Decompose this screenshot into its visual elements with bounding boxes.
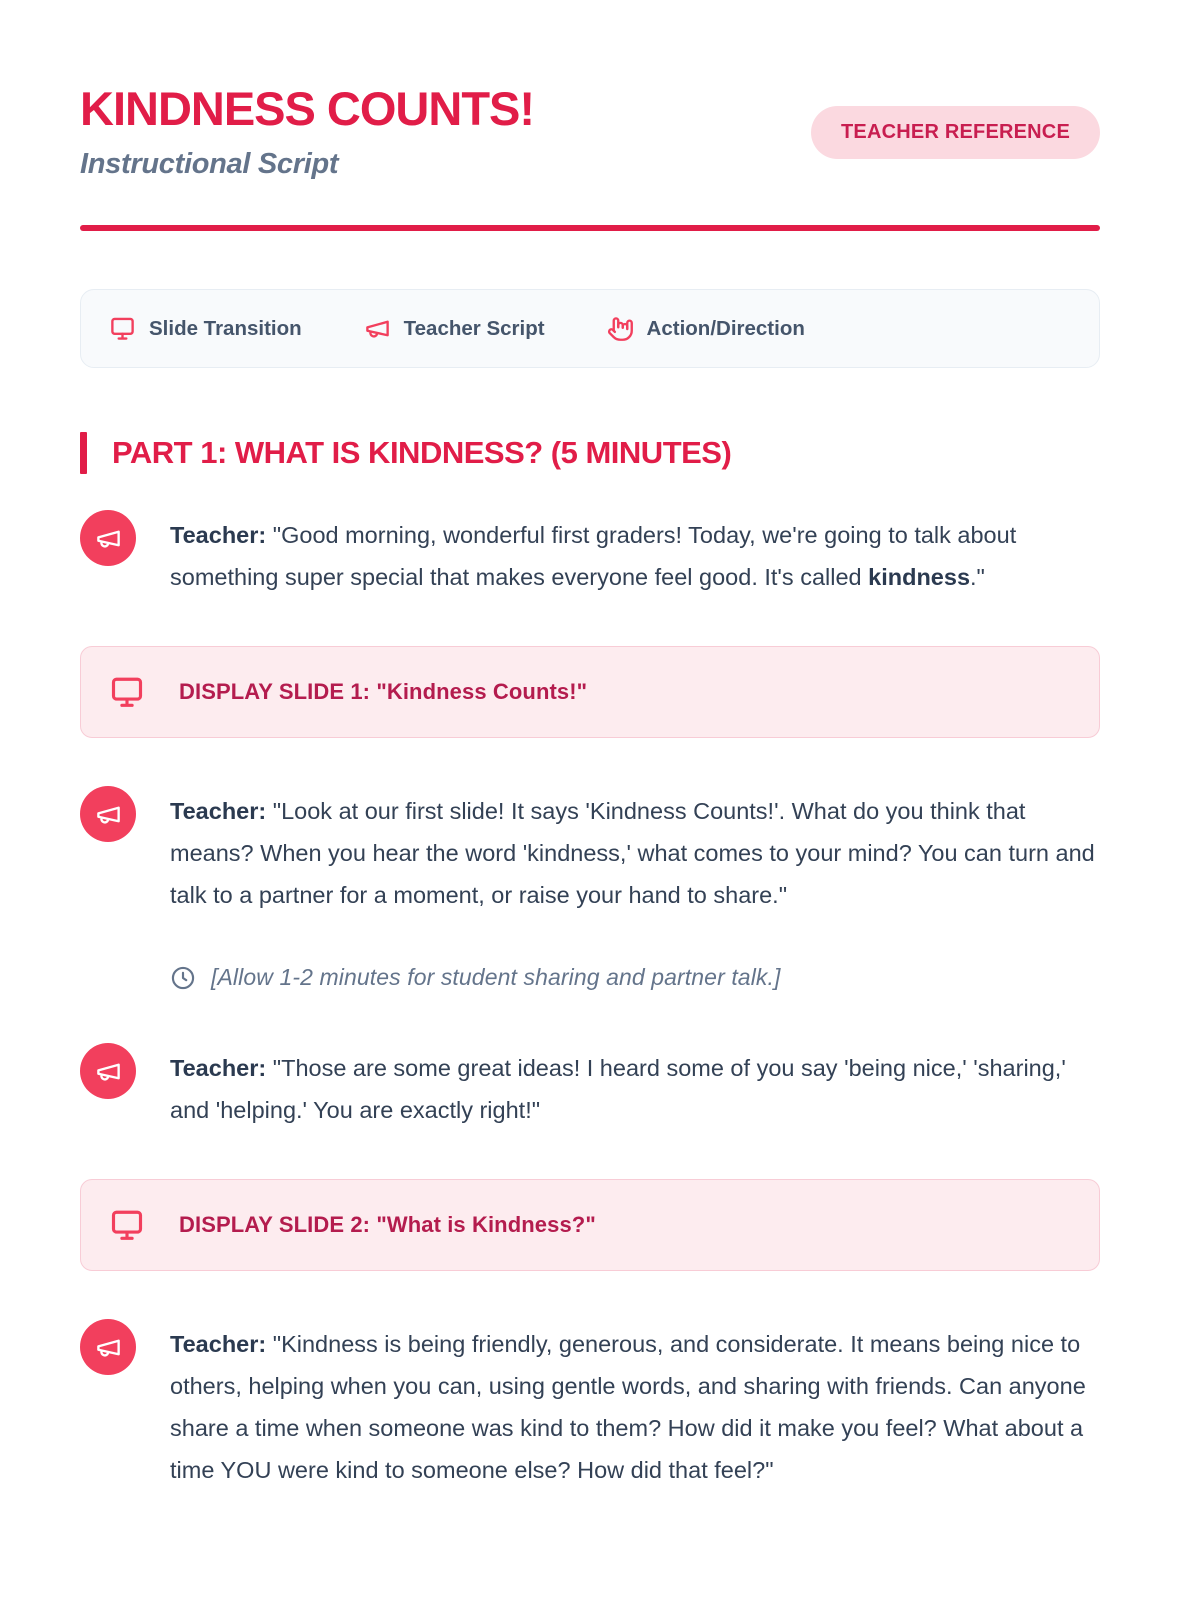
display-slide-callout-2 bbox=[80, 1179, 1100, 1271]
teacher-script-block bbox=[80, 510, 1100, 598]
speaker-label: Teacher: bbox=[170, 1331, 267, 1358]
teacher-reference-badge: TEACHER REFERENCE bbox=[811, 106, 1100, 159]
display-slide-label: DISPLAY SLIDE 2: "What is Kindness?" bbox=[179, 1212, 596, 1238]
monitor-icon bbox=[109, 1207, 145, 1243]
megaphone-icon bbox=[364, 315, 391, 342]
hand-metal-icon bbox=[607, 315, 634, 342]
script-paragraph bbox=[170, 1323, 1095, 1491]
teacher-script-block bbox=[80, 786, 1100, 916]
legend-label: Action/Direction bbox=[646, 316, 805, 340]
script-text: "Good morning, wonderful first graders! Today, we're going to talk about something super special that makes everyone feel good. It's called bbox=[170, 522, 1017, 591]
speaker-label: Teacher: bbox=[170, 522, 267, 549]
monitor-icon bbox=[109, 674, 145, 710]
megaphone-icon bbox=[95, 801, 122, 828]
script-text: "Look at our first slide! It says 'Kindness Counts!'. What do you think that means? When you hear the word 'kindness,' what comes to your mind? You can turn and talk to a partner for a moment, or raise your hand to share." bbox=[170, 798, 1095, 909]
script-text: "Kindness is being friendly, generous, and considerate. It means being nice to others, helping when you can, using gentle words, and sharing with friends. Can anyone share a time when someone was kind to them? How did it make you feel? What about a time YOU were kind to someone else? How did that feel?" bbox=[170, 1331, 1086, 1484]
legend-label: Slide Transition bbox=[149, 316, 302, 340]
legend-item-slide-transition bbox=[109, 315, 302, 342]
script-text: "Those are some great ideas! I heard some of you say 'being nice,' 'sharing,' and 'helping.' You are exactly right!" bbox=[170, 1055, 1066, 1124]
monitor-icon bbox=[109, 315, 136, 342]
teacher-speaker-badge bbox=[80, 1043, 136, 1099]
teacher-speaker-badge bbox=[80, 786, 136, 842]
display-slide-label: DISPLAY SLIDE 1: "Kindness Counts!" bbox=[179, 679, 588, 705]
header-divider bbox=[80, 225, 1100, 231]
header bbox=[80, 84, 1100, 181]
note-text: [Allow 1-2 minutes for student sharing and partner talk.] bbox=[211, 964, 781, 991]
legend-bar bbox=[80, 289, 1100, 368]
legend-item-teacher-script bbox=[364, 315, 545, 342]
page-title: KINDNESS COUNTS! bbox=[80, 82, 535, 135]
action-direction-note bbox=[170, 964, 1100, 991]
teacher-script-block bbox=[80, 1043, 1100, 1131]
display-slide-callout-1 bbox=[80, 646, 1100, 738]
clock-icon bbox=[170, 965, 196, 991]
section-heading bbox=[80, 432, 1100, 474]
megaphone-icon bbox=[95, 525, 122, 552]
section-accent-bar bbox=[80, 432, 87, 474]
page-subtitle: Instructional Script bbox=[80, 148, 339, 181]
speaker-label: Teacher: bbox=[170, 798, 267, 825]
header-titles bbox=[80, 84, 534, 181]
teacher-speaker-badge bbox=[80, 1319, 136, 1375]
megaphone-icon bbox=[95, 1058, 122, 1085]
script-paragraph bbox=[170, 1047, 1095, 1131]
megaphone-icon bbox=[95, 1334, 122, 1361]
script-blocks bbox=[80, 510, 1100, 1491]
speaker-label: Teacher: bbox=[170, 1055, 267, 1082]
script-paragraph bbox=[170, 790, 1095, 916]
emphasized-word: kindness bbox=[868, 564, 971, 591]
teacher-script-block bbox=[80, 1319, 1100, 1491]
legend-item-action-direction bbox=[607, 315, 805, 342]
legend-label: Teacher Script bbox=[403, 316, 545, 340]
section-title: PART 1: WHAT IS KINDNESS? (5 MINUTES) bbox=[112, 435, 732, 471]
script-text: ." bbox=[970, 564, 985, 591]
teacher-speaker-badge bbox=[80, 510, 136, 566]
script-paragraph bbox=[170, 514, 1095, 598]
